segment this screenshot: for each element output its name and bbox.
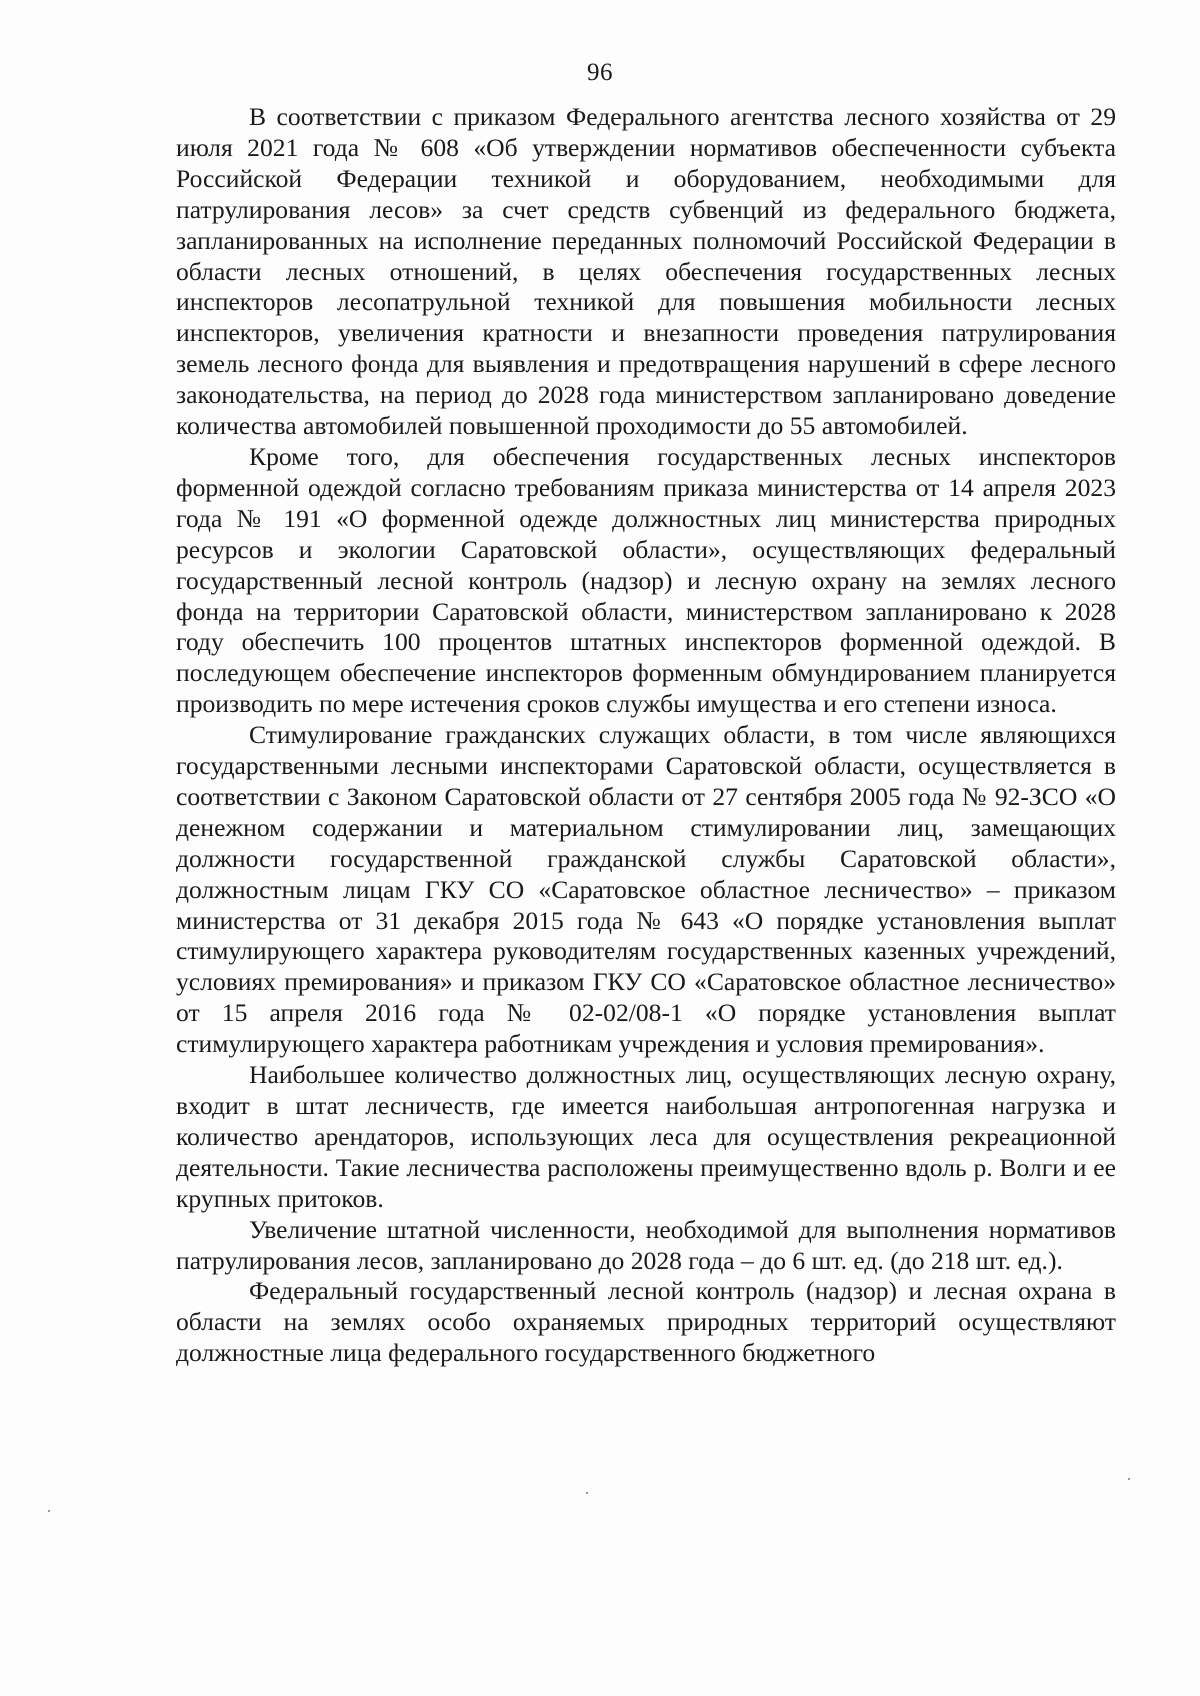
paragraph-2: Кроме того, для обеспечения государственных лесных инспекторов форменной одеждой согласно требованиям приказа министерства от 14 апреля 2023 года № 191 «О форменной одежде должностных лиц министерства природных ресурсов и экологии Саратовской области», осуществляющих федеральный государственный лесной контроль (надзор) и лесную охрану на землях лесного фонда на территории Саратовской области, министерством запланировано к 2028 году обеспечить 100 процентов штатных инспекторов форменной одеждой. В последующем обеспечение инспекторов форменным обмундированием планируется производить по мере истечения сроков службы имущества и его степени износа. xyxy=(176,441,1116,719)
scan-speck xyxy=(48,1510,50,1512)
document-body xyxy=(176,102,1116,1369)
page-number: 96 xyxy=(587,59,613,86)
scan-speck xyxy=(586,1492,588,1494)
paragraph-6: Федеральный государственный лесной контроль (надзор) и лесная охрана в области на землях особо охраняемых природных территорий осуществляют должностные лица федерального государственного бюджетного xyxy=(176,1276,1116,1368)
paragraph-1: В соответствии с приказом Федерального агентства лесного хозяйства от 29 июля 2021 года № 608 «Об утверждении нормативов обеспеченности субъекта Российской Федерации техникой и оборудованием, необходимыми для патрулирования лесов» за счет средств субвенций из федерального бюджета, запланированных на исполнение переданных полномочий Российской Федерации в области лесных отношений, в целях обеспечения государственных лесных инспекторов лесопатрульной техникой для повышения мобильности лесных инспекторов, увеличения кратности и внезапности проведения патрулирования земель лесного фонда для выявления и предотвращения нарушений в сфере лесного законодательства, на период до 2028 года министерством запланировано доведение количества автомобилей повышенной проходимости до 55 автомобилей. xyxy=(176,102,1116,441)
paragraph-3: Стимулирование гражданских служащих области, в том числе являющихся государственными лесными инспекторами Саратовской области, осуществляется в соответствии с Законом Саратовской области от 27 сентября 2005 года № 92-ЗСО «О денежном содержании и материальном стимулировании лиц, замещающих должности государственной гражданской службы Саратовской области», должностным лицам ГКУ СО «Саратовское областное лесничество» – приказом министерства от 31 декабря 2015 года № 643 «О порядке установления выплат стимулирующего характера руководителям государственных казенных учреждений, условиях премирования» и приказом ГКУ СО «Саратовское областное лесничество» от 15 апреля 2016 года № 02-02/08-1 «О порядке установления выплат стимулирующего характера работникам учреждения и условия премирования». xyxy=(176,720,1116,1059)
paragraph-4: Наибольшее количество должностных лиц, осуществляющих лесную охрану, входит в штат лесничеств, где имеется наибольшая антропогенная нагрузка и количество арендаторов, использующих леса для осуществления рекреационной деятельности. Такие лесничества расположены преимущественно вдоль р. Волги и ее крупных притоков. xyxy=(176,1060,1116,1213)
paragraph-5: Увеличение штатной численности, необходимой для выполнения нормативов патрулирования лесов, запланировано до 2028 года – до 6 шт. ед. (до 218 шт. ед.). xyxy=(176,1214,1116,1275)
scan-speck xyxy=(1128,1478,1130,1480)
